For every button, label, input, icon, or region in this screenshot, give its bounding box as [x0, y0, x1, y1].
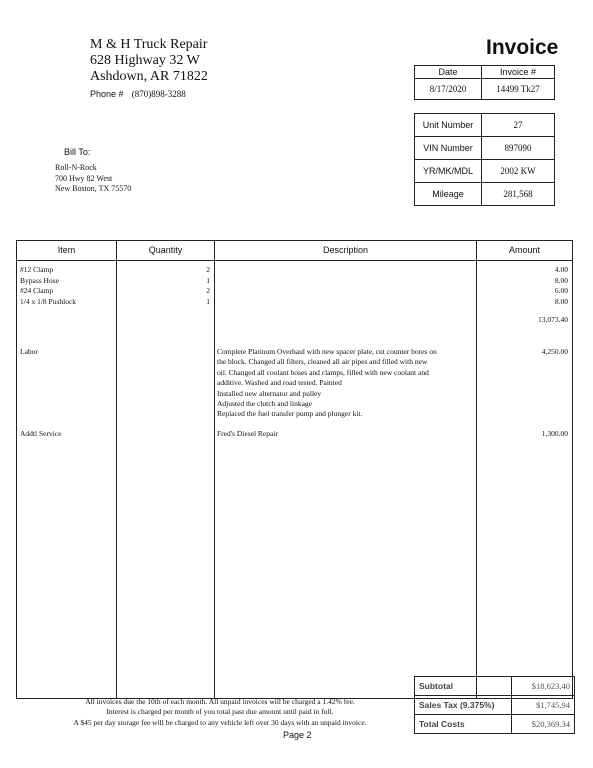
table-row-quantity: 1 [206, 296, 210, 306]
totals-box [414, 676, 575, 734]
table-row-item: 1/4 x 1/8 Pushlock [20, 296, 77, 306]
labor-description [217, 347, 475, 420]
addtl-service-description: Fred's Diesel Repair [217, 429, 278, 438]
year-make-model-label: YR/MK/MDL [415, 160, 482, 183]
parts-items [20, 265, 76, 307]
bill-to-line1: Roll-N-Rock [55, 163, 97, 172]
table-row-amount: 8.00 [554, 275, 568, 285]
mileage-label: Mileage [415, 183, 482, 206]
column-divider [476, 240, 477, 699]
unit-number-value: 27 [482, 114, 555, 137]
column-header-amount: Amount [476, 240, 573, 261]
table-row-item: #12 Clamp [20, 265, 54, 274]
table-row-amount: 6.00 [554, 286, 568, 295]
items-table [16, 240, 573, 699]
terms-line: Interest is charged per month of you total past due amount until paid in full. [106, 707, 334, 717]
column-divider [116, 240, 117, 699]
table-row-quantity: 1 [206, 275, 210, 285]
column-header-description: Description [214, 240, 477, 261]
vin-number-value: 897090 [482, 137, 555, 160]
table-row-item: Bypass Hose [20, 275, 59, 285]
total-costs-value: $20,369.34 [512, 715, 575, 734]
column-header-item: Item [16, 240, 117, 261]
parts-quantities [190, 265, 210, 307]
year-make-model-value: 2002 KW [482, 160, 555, 183]
labor-description-line: additive. Washed and road tested. Painted [217, 378, 342, 388]
table-row-amount: 8.00 [554, 296, 568, 306]
phone-label: Phone # [90, 89, 124, 99]
document-title: Invoice [486, 36, 559, 59]
labor-description-line: Installed new alternator and pulley [217, 388, 322, 398]
addtl-service-item: Addtl Service [20, 429, 62, 438]
total-costs-label: Total Costs [415, 715, 512, 734]
subtotal-label: Subtotal [415, 677, 512, 696]
sales-tax-label: Sales Tax (9.375%) [415, 696, 512, 715]
company-address-line1: 628 Highway 32 W [90, 53, 200, 68]
labor-description-line: the block. Changed all filters, cleaned all air pipes and filled with new [217, 357, 428, 367]
invoice-number-label: Invoice # [482, 66, 555, 79]
labor-description-line: oil. Changed all coolant hoses and clamps, filled with new coolant and [217, 367, 429, 377]
labor-description-line: Complete Platinum Overhaul with new spacer plate, cut counter bores on [217, 347, 437, 356]
table-row-quantity: 2 [206, 286, 210, 295]
parts-amounts [480, 265, 568, 307]
date-invoice-box [414, 65, 555, 100]
company-address-line2: Ashdown, AR 71822 [90, 69, 208, 84]
column-header-quantity: Quantity [116, 240, 215, 261]
terms-line: A $45 per day storage fee will be charged to any vehicle left over 30 days with an unpaid invoice. [73, 717, 367, 727]
invoice-number: 14499 Tk27 [482, 79, 555, 100]
invoice-date: 8/17/2020 [415, 79, 482, 100]
vin-number-label: VIN Number [415, 137, 482, 160]
mileage-value: 281,568 [482, 183, 555, 206]
vehicle-info-box [414, 113, 555, 206]
labor-description-line: Replaced the fuel transfer pump and plunger kit. [217, 409, 363, 419]
unit-number-label: Unit Number [415, 114, 482, 137]
table-row-item: #24 Clamp [20, 286, 54, 295]
column-divider [214, 240, 215, 699]
subtotal-value: $18,623.40 [512, 677, 575, 696]
bill-to-address [55, 163, 131, 195]
phone-number: (870)898-3288 [131, 89, 186, 99]
company-block [90, 37, 208, 85]
labor-item: Labor [20, 347, 38, 356]
payment-terms [30, 697, 410, 728]
table-row-quantity: 2 [206, 265, 210, 274]
company-phone [90, 89, 186, 99]
page-number: Page 2 [283, 730, 312, 740]
date-label: Date [415, 66, 482, 79]
bill-to-label: Bill To: [64, 147, 91, 157]
bill-to-line3: New Boston, TX 75570 [55, 184, 132, 193]
bill-to-line2: 700 Hwy 82 West [55, 173, 113, 183]
parts-subtotal: 13,073.40 [538, 315, 568, 324]
addtl-service-amount: 1,300.00 [541, 429, 568, 438]
labor-description-line: Adjusted the clutch and linkage [217, 399, 312, 409]
terms-line: All invoices due the 10th of each month. All unpaid invoices will be charged a 1.42% fee. [85, 697, 355, 706]
company-name: M & H Truck Repair [90, 37, 208, 52]
table-row-amount: 4.00 [554, 265, 568, 274]
labor-amount: 4,250.00 [541, 347, 568, 356]
sales-tax-value: $1,745.94 [512, 696, 575, 715]
